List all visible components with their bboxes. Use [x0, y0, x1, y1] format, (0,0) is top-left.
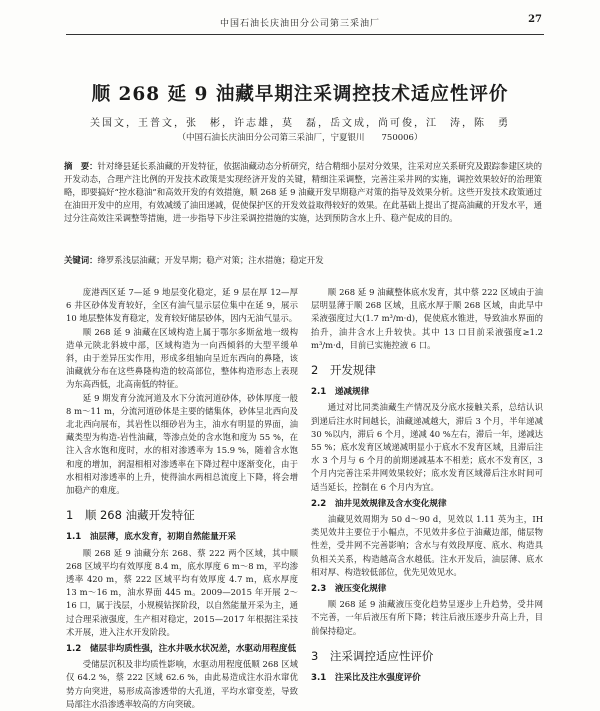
subsection-heading-3-1: 3.1 注采比及注水强度评价 — [311, 673, 421, 684]
section-heading-2: 2 开发规律 — [311, 363, 376, 378]
journal-name: 中国石油长庆油田分公司第三采油厂 — [219, 19, 380, 29]
right-top-paragraph: 顺 268 延 9 油藏整体底水发育，其中蔡 222 区域由于油层明显薄于顺 268 区域，且底水厚于顺 268 区域，由此早中采液强度过大(1.7 m³/m·d)，促使底水锥进，导致油水界面的抬升，油井含水上升较快。其中 13 口目前采液强度≥1.2 m³/m·d，目前已实施控液 6 口。 — [311, 287, 543, 350]
subsection-heading-2-2: 2.2 油井见效规律及含水变化规律 — [311, 498, 447, 509]
author-list: 关国文，王普文，张 彬，许志雄，莫 磊，岳文成，尚可俊，江 涛，陈 勇 — [90, 118, 510, 129]
right-column — [311, 286, 543, 687]
subsection-2-2-text: 油藏见效周期为 50 d～90 d，见效以 1.11 英为主，IH 类见效井主要位于小幅点，不见效井多位于油藏边部，储层物性差，受井网不完善影响；含水与有效段厚度、底水、构造具负相关关系，构造越高含水越低。注水开发后，油层薄、底水相对厚、构造较低部位，优先见效见水。 — [311, 514, 543, 577]
running-header — [0, 0, 600, 40]
intro-paragraph-3: 延 9 期发育分流河道及水下分流河道砂体，砂体厚度一般 8 m～11 m，分流河道砂体是主要的储集体，砂体呈北西向及北北西向展布，其岩性以细砂岩为主，油水有明显的界面，油藏类型为构造-岩性油藏，等渗点处的含水饱和度为 55 %，在注入含水饱和度时，水的相对渗透率为 15.9 %，随着含水饱和度的增加，润湿相相对渗透率在下降过程中逐渐变化，由于水相相对渗透率的上升，使得油水两相总流度上下降，将会增加稳产的难度。 — [66, 392, 298, 496]
subsection-heading-2-3: 2.3 液压变化规律 — [311, 584, 387, 595]
subsection-heading-1-2: 1.2 储层非均质性强，注水井吸水状况差，水驱动用程度低 — [66, 644, 297, 655]
subsection-1-1-text: 顺 268 延 9 油藏分东 268、蔡 222 两个区域，其中顺 268 区域平均有效厚度 8.4 m，底水厚度 6 m～8 m，平均渗透率 420 m，蔡 222 区域平均有效厚度 4.7 m，底水厚度 13 m～16 m，油水界面 445 m。2009—2015 年开展 2～16 口，属于浅层，小规模钻探阶段，以自然能量开采为主，通过合理采液强度，生产相对稳定，2015—2017 年根据注采技术开展，进入注水开发阶段。 — [66, 547, 298, 637]
header-rule — [66, 34, 544, 35]
section-heading-3: 3 注采调控适应性评价 — [311, 648, 434, 663]
section-heading-1: 1 顺 268 油藏开发特征 — [66, 508, 195, 523]
subsection-1-2-text: 受储层沉积及非均质性影响，水驱动用程度低顺 268 区域仅 64.2 %，蔡 222 区域 62.6 %，由此易造成注水沿水窜优势方向突进，易形成高渗透带的大孔道，平均水窜变差，导致局部注水沿渗透率较高的方向突破。 — [66, 659, 298, 709]
page-number: 27 — [528, 14, 542, 25]
paper-title: 顺 268 延 9 油藏早期注采调控技术适应性评价 — [91, 84, 509, 105]
intro-paragraph-2: 顺 268 延 9 油藏在区域构造上属于鄂尔多斯盆地一级构造单元陕北斜坡中部，区域构造为一向西倾斜的大型平缓单斜，由于差异压实作用，形成多组轴向呈近东西向的鼻隆，该油藏就分布在这些鼻隆构造的较高部位，整体构造形态上表现为东高西低，北高南低的特征。 — [66, 326, 298, 390]
keywords-label: 关键词： — [64, 255, 98, 265]
abstract-text: 针对绛县延长系油藏的开发特征，依据油藏动态分析研究，结合精细小层对分效果，注采对应关系研究及跟踪参建区块的开发动态，合理产注比例的开发技术政策是实现经济开发的关键，精细注采调整，完善注采井网的实施，调控效果较好的治理策略，即要搞好“控水稳油”和高效开发的有效措施，顺 268 延 9 油藏开发早期稳产对策的指导及效果分析。这些开发技术政策通过在油田开发中的应用，有效减缓了油田递减，促使保护区的开发效益取得较好的效果。在此基础上提出了提高油藏的开发水平，通过分注高效注采调整等措施，进一步指导下步注采调控措施的实施，达到预防含水上升、稳产促成的目的。 — [64, 161, 542, 223]
left-column — [66, 286, 298, 711]
affiliation: （中国石油长庆油田分公司第三采油厂，宁夏银川 750006） — [177, 133, 423, 143]
intro-paragraph-1: 庞港西区延 7—延 9 地层变化稳定，延 9 层在厚 12—厚 6 井区砂体发育较好，全区有油气显示层位集中在延 9，展示 10 地层整体发育稳定，发育较好储层砂体，因内无油气显示。 — [66, 287, 298, 324]
keywords — [64, 254, 542, 266]
abstract — [64, 160, 542, 225]
subsection-heading-1-1: 1.1 油层薄，底水发育，初期自然能量开采 — [66, 532, 236, 543]
subsection-2-1-text: 通过对比同类油藏生产情况及分底水接触关系，总结认识到递后注水时间越长，油藏递减越大，滞后 3 个月，半年递减 30 %以内，滞后 6 个月，递减 40 %左右，滞后一年，递减达 55 %；底水发育区域递减明显小于底水不发育区域，且滞后注水 3 个月与 6 个月的前期递减基本不相差；底水不发育区，3 个月内完善注采井网效果较好；底水发育区域滞后注水时间可适当延长，控制在 6 个月内为宜。 — [311, 402, 543, 492]
keywords-text: 绛罗系浅层油藏；开发早期；稳产对策；注水措施；稳定开发 — [97, 255, 324, 265]
abstract-label: 摘 要： — [64, 161, 98, 171]
subsection-heading-2-1: 2.1 递减规律 — [311, 387, 370, 398]
subsection-2-3-text: 顺 268 延 9 油藏液压变化趋势呈逐步上升趋势，受井网不完善，一年后液压有所下降；转注后液压逐步升高上升，目前保持稳定。 — [311, 599, 543, 636]
